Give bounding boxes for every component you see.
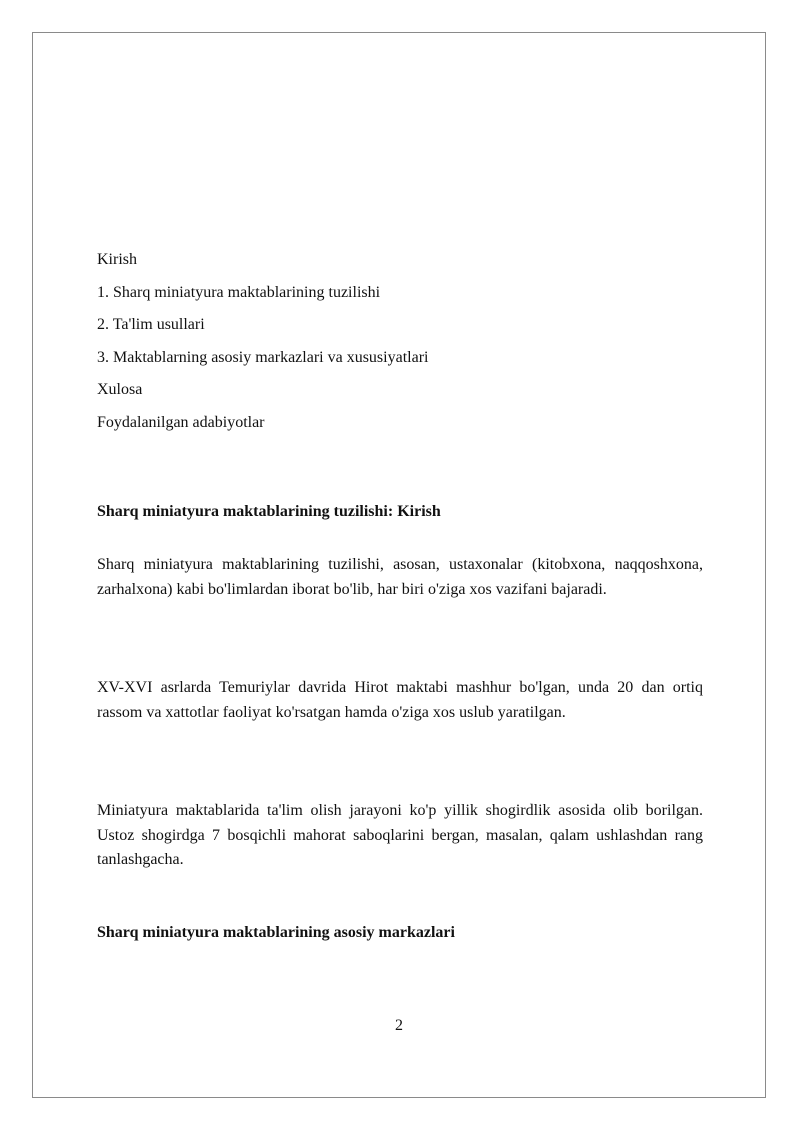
toc-item-references: Foydalanilgan adabiyotlar	[97, 413, 265, 431]
toc-item-1: 1. Sharq miniatyura maktablarining tuzilishi	[97, 283, 381, 301]
section-heading-centers: Sharq miniatyura maktablarining asosiy markazlari	[97, 924, 455, 941]
paragraph-apprenticeship: Miniatyura maktablarida ta'lim olish jarayoni ko'p yillik shogirdlik asosida olib borilgan. Ustoz shogirdga 7 bosqichli mahorat saboqlarini bergan, masalan, qalam ushlashdan rang tanlashgacha.	[97, 802, 703, 868]
section-heading-intro: Sharq miniatyura maktablarining tuzilishi: Kirish	[97, 503, 441, 520]
toc-item-intro: Kirish	[97, 251, 137, 268]
toc-item-2: 2. Ta'lim usullari	[97, 316, 205, 333]
toc-item-3: 3. Maktablarning asosiy markazlari va xususiyatlari	[97, 348, 429, 366]
paragraph-herat-school: XV-XVI asrlarda Temuriylar davrida Hirot maktabi mashhur bo'lgan, unda 20 dan ortiq rassom va xattotlar faoliyat ko'rsatgan hamda o'ziga xos uslub yaratilgan.	[97, 679, 703, 721]
toc-item-conclusion: Xulosa	[97, 381, 143, 398]
table-of-contents	[97, 244, 703, 439]
document-page	[32, 32, 766, 1098]
paragraph-structure: Sharq miniatyura maktablarining tuzilishi, asosan, ustaxonalar (kitobxona, naqqoshxona, zarhalxona) kabi bo'limlardan iborat bo'lib, har biri o'ziga xos vazifani bajaradi.	[97, 556, 703, 598]
page-number: 2	[395, 1017, 403, 1034]
